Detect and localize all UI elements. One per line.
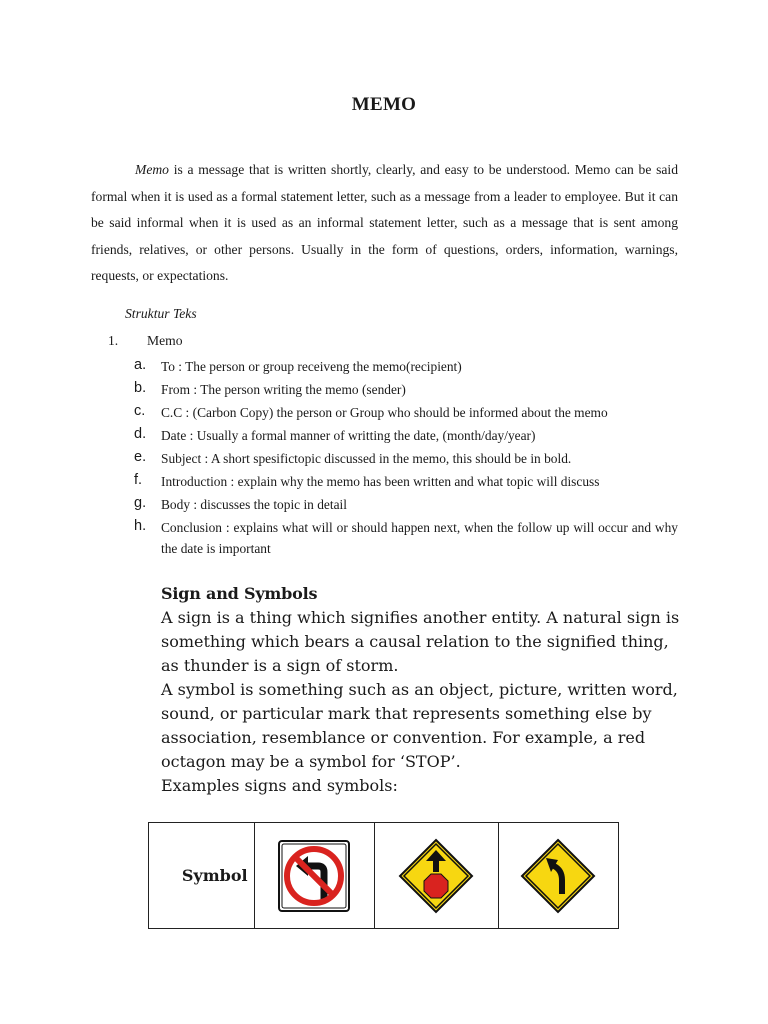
- no-left-turn-icon: [278, 840, 350, 912]
- list-item-text: C.C : (Carbon Copy) the person or Group who should be informed about the memo: [161, 405, 608, 420]
- symbols-table: [148, 822, 619, 929]
- memo-structure-list: [134, 356, 678, 559]
- signs-paragraph-2: A symbol is something such as an object, picture, written word, sound, or particular mark that represents something else by association, resemblance or convention. For example, a red octagon may be a symbol for ‘STOP’.: [161, 680, 678, 771]
- list-item-text: Introduction : explain why the memo has been written and what topic will discuss: [161, 474, 600, 489]
- list-marker: b.: [134, 380, 147, 396]
- page-title: MEMO: [351, 94, 417, 115]
- symbol-row-label: Symbol: [181, 866, 248, 885]
- list-marker: g.: [134, 495, 147, 511]
- list-item: [134, 517, 678, 559]
- signs-paragraph-1: A sign is a thing which signifies another entity. A natural sign is something which bears a causal relation to the signified thing, as thunder is a sign of storm.: [161, 608, 680, 675]
- list-item-text: To : The person or group receiveng the memo(recipient): [161, 359, 462, 374]
- list-item: [134, 356, 678, 379]
- list-item-text: Subject : A short spesifictopic discussed in the memo, this should be in bold.: [161, 451, 572, 466]
- list-item-text: Body : discusses the topic in detail: [161, 497, 347, 512]
- numbered-item-label: Memo: [147, 333, 183, 348]
- numbered-item-number: 1.: [108, 333, 119, 348]
- list-item: [134, 379, 678, 402]
- list-marker: h.: [134, 518, 147, 534]
- list-item: [134, 425, 678, 448]
- list-item: [134, 471, 678, 494]
- signs-section: [161, 582, 691, 798]
- intro-text: is a message that is written shortly, clearly, and easy to be understood. Memo can be said formal when it is used as a formal statement letter, such as a message from a leader to employee. But it can be said informal when it is used as an informal statement letter, such as a message that is sent among friends, relatives, or other persons. Usually in the form of questions, orders, information, warnings, requests, or expectations.: [91, 162, 678, 283]
- list-marker: e.: [134, 449, 147, 465]
- list-marker: c.: [134, 403, 146, 419]
- list-marker: a.: [134, 357, 147, 373]
- list-item-text: Conclusion : explains what will or should happen next, when the follow up will occur and why the date is important: [161, 520, 678, 556]
- list-marker: f.: [134, 472, 143, 488]
- table-cell: [255, 823, 375, 928]
- intro-lead-word: Memo: [135, 162, 169, 177]
- list-item: [134, 402, 678, 425]
- list-item: [134, 448, 678, 471]
- list-marker: d.: [134, 426, 147, 442]
- signs-heading: Sign and Symbols: [161, 584, 318, 603]
- left-curve-icon: [520, 838, 596, 914]
- numbered-item: [108, 333, 183, 349]
- intro-paragraph: [91, 157, 678, 290]
- stop-ahead-icon: [398, 838, 474, 914]
- list-item: [134, 494, 678, 517]
- list-item-text: Date : Usually a formal manner of writting the date, (month/day/year): [161, 428, 536, 443]
- table-cell: [375, 823, 498, 928]
- table-cell-label: [149, 823, 255, 928]
- signs-paragraph-3: Examples signs and symbols:: [161, 776, 398, 795]
- list-item-text: From : The person writing the memo (sender): [161, 382, 406, 397]
- table-cell: [499, 823, 618, 928]
- section-subheading: Struktur Teks: [125, 306, 197, 321]
